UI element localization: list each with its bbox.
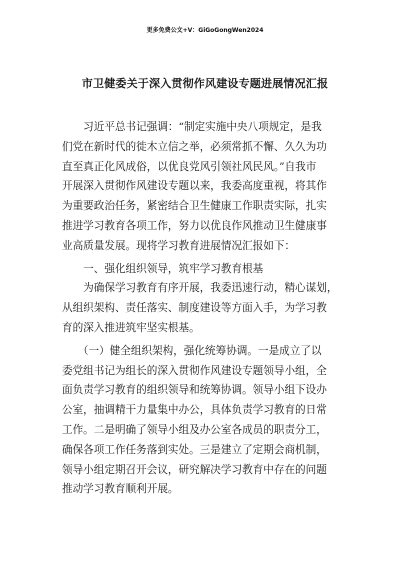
document-title: 市卫健委关于深入贯彻作风建设专题进展情况汇报 — [81, 77, 329, 90]
text-line: 开展深入贯彻作风建设专题以来，我委高度重视，将其作 — [62, 180, 327, 193]
text-line: 为重要政治任务，紧密结合卫生健康工作职责实际，扎实 — [62, 200, 327, 213]
paragraph — [62, 260, 350, 280]
text-line: 们党在新时代的徙木立信之举，必须常抓不懈、久久为功 — [62, 140, 327, 153]
text-line: 委党组书记为组长的深入贯彻作风建设专题领导小组，全 — [62, 364, 327, 377]
text-line: 为确保学习教育有序开展，我委迅速行动，精心谋划， — [62, 282, 338, 295]
text-line: 从组织架构、责任落实、制度建设等方面入手，为学习教 — [62, 302, 327, 315]
paragraph — [62, 342, 350, 500]
text-line: 推进学习教育各项工作，努力以优良作风推动卫生健康事 — [62, 219, 327, 232]
text-line: 领导小组定期召开会议，研究解决学习教育中存在的问题 — [62, 463, 327, 476]
text-line: 工作。二是明确了领导小组及办公室各成员的职责分工， — [62, 423, 327, 436]
text-line: 面负责学习教育的组织领导和统筹协调。领导小组下设办 — [62, 384, 327, 397]
text-line: 公室，抽调精干力量集中办公，具体负责学习教育的日常 — [62, 404, 327, 417]
document-body — [62, 118, 350, 500]
text-line: 习近平总书记强调：“制定实施中央八项规定，是我 — [62, 121, 322, 133]
text-line: （一）健全组织架构，强化统筹协调。一是成立了以 — [62, 344, 322, 357]
text-line: 直至真正化风成俗，以优良党风引领社风民风。”自我市 — [62, 160, 317, 173]
text-line: 业高质量发展。现将学习教育进展情况汇报如下： — [62, 239, 296, 252]
text-line: 确保各项工作任务落到实处。三是建立了定期会商机制， — [62, 443, 327, 456]
text-line: 一、强化组织领导，筑牢学习教育根基 — [62, 262, 264, 275]
watermark-text: 更多免费公文+V：GiGoGongWen2024 — [146, 27, 264, 34]
paragraph — [62, 279, 350, 338]
text-line: 育的深入推进筑牢坚实根基。 — [62, 321, 200, 334]
paragraph — [62, 118, 350, 257]
text-line: 推动学习教育顺利开展。 — [62, 483, 179, 496]
